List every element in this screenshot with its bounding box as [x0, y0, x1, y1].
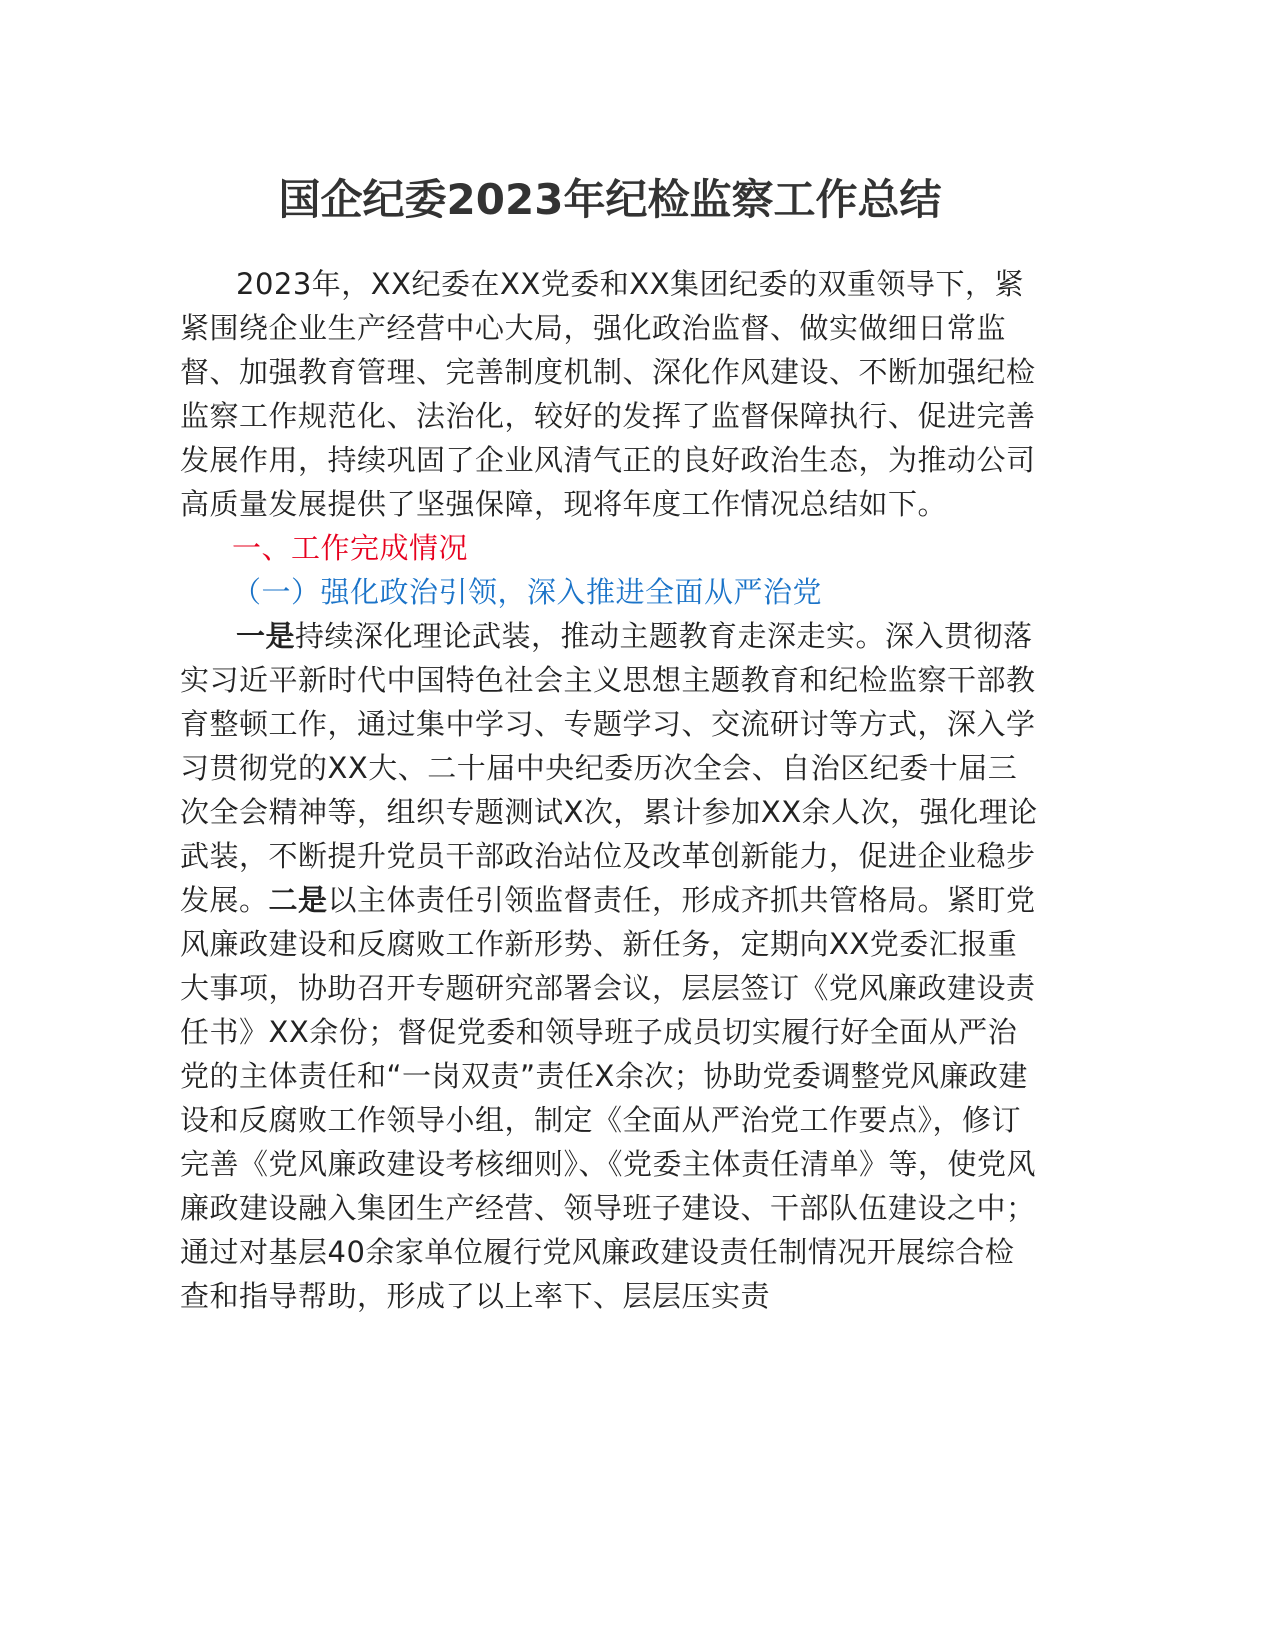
body-text-1: 持续深化理论武装，推动主题教育走深走实。深入贯彻落实习近平新时代中国特色社会主义思想主题教育和纪检监察干部教育整顿工作，通过集中学习、专题学习、交流研讨等方式，深入学习贯彻党的XX大、二十届中央纪委历次全会、自治区纪委十届三次全会精神等，组织专题测试X次，累计参加XX余人次，强化理论武装，不断提升党员干部政治站位及改革创新能力，促进企业稳步发展。	[180, 619, 1038, 917]
lead-label-2: 二是	[268, 883, 328, 917]
document-title: 国企纪委2023年纪检监察工作总结	[278, 175, 942, 224]
subsection-heading: （一）强化政治引领，深入推进全面从严治党	[232, 575, 823, 609]
body-text-2: 以主体责任引领监督责任，形成齐抓共管格局。紧盯党风廉政建设和反腐败工作新形势、新任务，定期向XX党委汇报重大事项，协助召开专题研究部署会议，层层签订《党风廉政建设责任书》XX余份；督促党委和领导班子成员切实履行好全面从严治党的主体责任和“一岗双责”责任X余次；协助党委调整党风廉政建设和反腐败工作领导小组，制定《全面从严治党工作要点》，修订完善《党风廉政建设考核细则》、《党委主体责任清单》等，使党风廉政建设融入集团生产经营、领导班子建设、干部队伍建设之中；通过对基层40余家单位履行党风廉政建设责任制情况开展综合检查和指导帮助，形成了以上率下、层层压实责	[180, 883, 1037, 1313]
lead-label-1: 一是	[236, 619, 296, 653]
section-heading: 一、工作完成情况	[232, 531, 469, 565]
intro-paragraph: 2023年，XX纪委在XX党委和XX集团纪委的双重领导下，紧紧围绕企业生产经营中心大局，强化政治监督、做实做细日常监督、加强教育管理、完善制度机制、深化作风建设、不断加强纪检监察工作规范化、法治化，较好的发挥了监督保障执行、促进完善发展作用，持续巩固了企业风清气正的良好政治生态，为推动公司高质量发展提供了坚强保障，现将年度工作情况总结如下。	[180, 267, 1036, 521]
body-paragraph	[180, 614, 1040, 1318]
document-page	[180, 160, 1040, 1318]
